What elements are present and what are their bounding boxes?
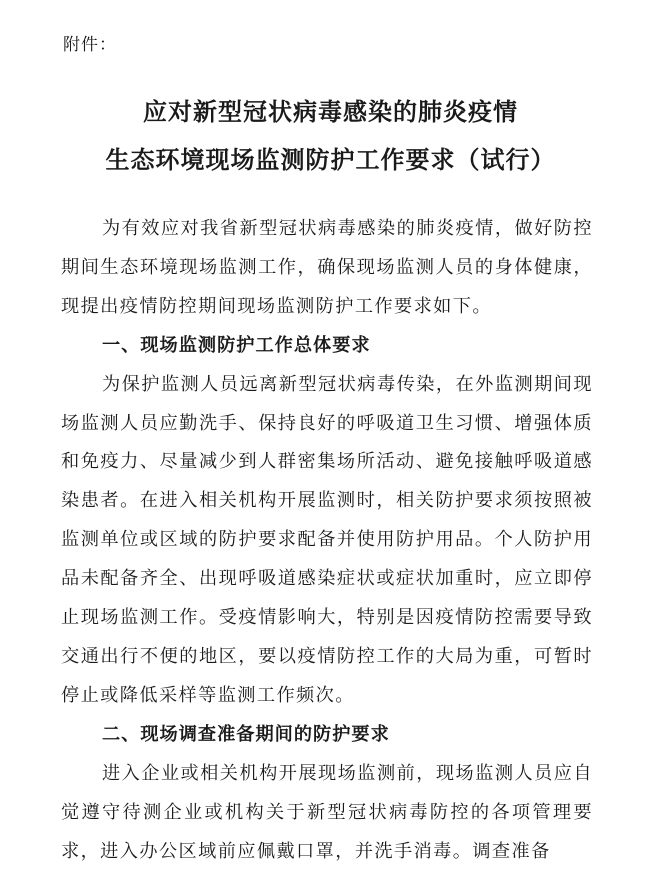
- document-title-line-1: 应对新型冠状病毒感染的肺炎疫情: [143, 98, 518, 126]
- section-1-paragraph: 为保护监测人员远离新型冠状病毒传染，在外监测期间现场监测人员应勤洗手、保持良好的呼吸道卫生习惯、增强体质和免疫力、尽量减少到人群密集场所活动、避免接触呼吸道感染患者。在进入相关机构开展监测时，相关防护要求须按照被监测单位或区域的防护要求配备并使用防护用品。个人防护用品未配备齐全、出现呼吸道感染症状或症状加重时，应立即停止现场监测工作。受疫情影响大，特别是因疫情防控需要导致交通出行不便的地区，要以疫情防控工作的大局为重，可暂时停止或降低采样等监测工作频次。: [61, 373, 593, 706]
- section-1-heading: 一、现场监测防护工作总体要求: [101, 334, 371, 356]
- section-2-heading: 二、现场调查准备期间的防护要求: [101, 723, 390, 745]
- document-body: [61, 210, 593, 871]
- intro-paragraph: 为有效应对我省新型冠状病毒感染的肺炎疫情，做好防控期间生态环境现场监测工作，确保现场监测人员的身体健康，现提出疫情防控期间现场监测防护工作要求如下。: [61, 218, 593, 317]
- attachment-label: 附件：: [63, 35, 117, 55]
- section-2-paragraph: 进入企业或相关机构开展现场监测前，现场监测人员应自觉遵守待测企业或机构关于新型冠状病毒防控的各项管理要求，进入办公区域前应佩戴口罩，并洗手消毒。调查准备: [61, 762, 593, 862]
- document-title-line-2: 生态环境现场监测防护工作要求（试行）: [105, 146, 556, 174]
